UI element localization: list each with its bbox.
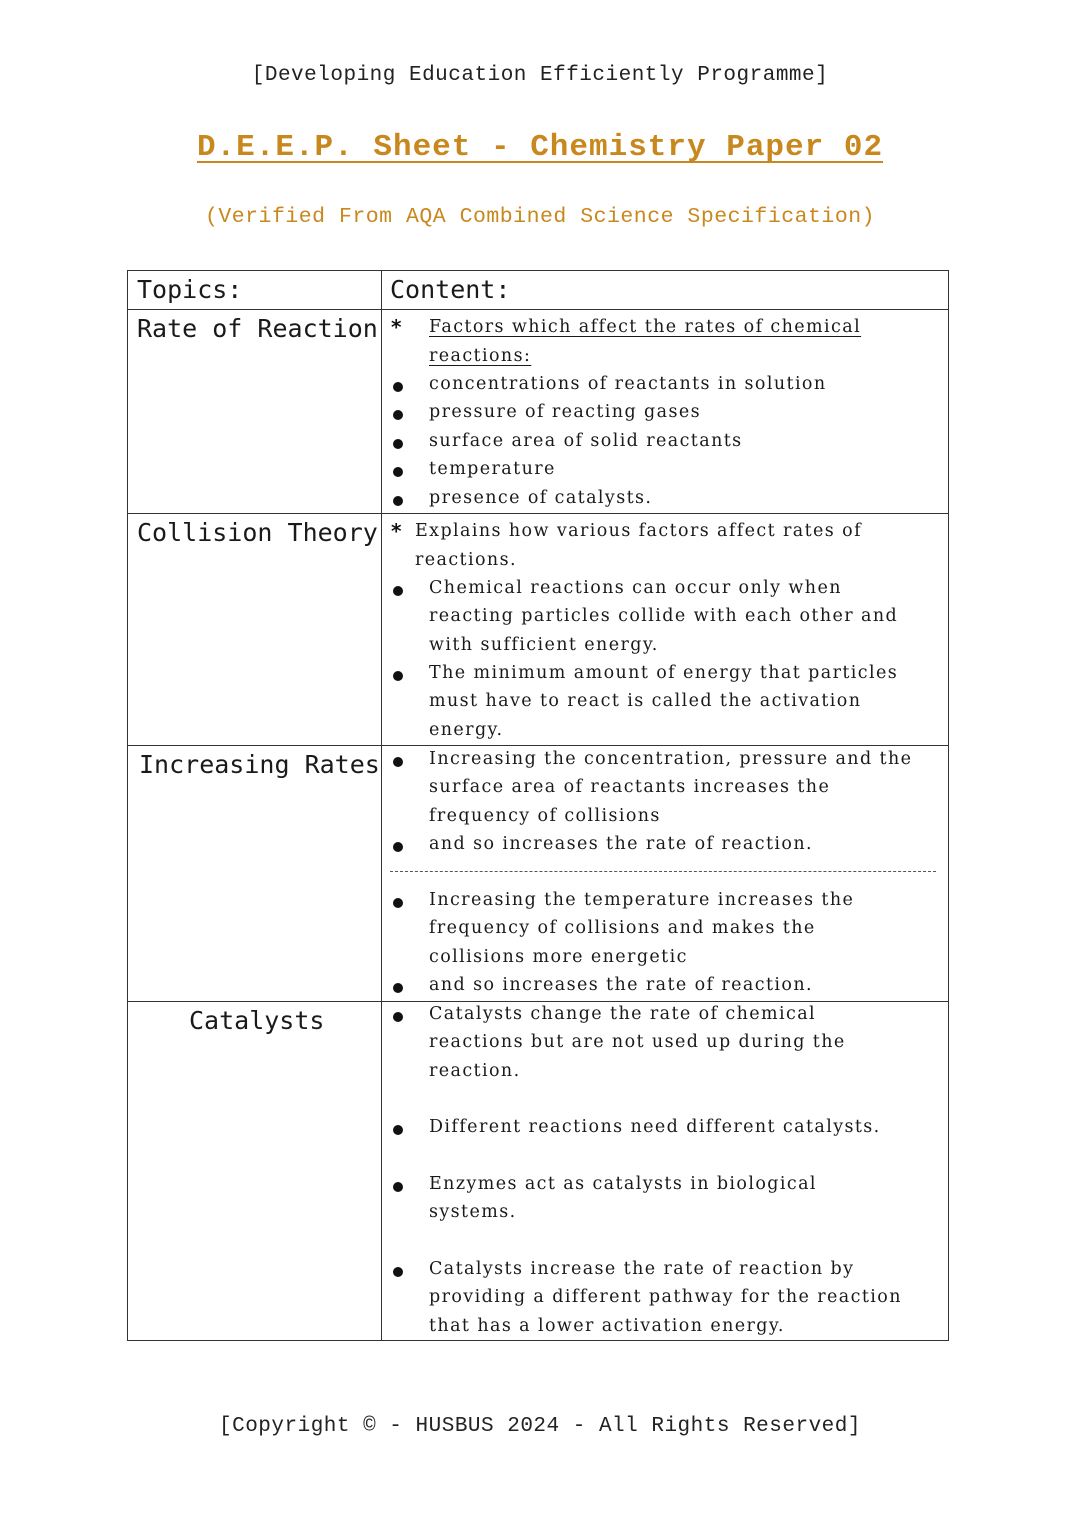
topics-header: Topics: [137, 275, 243, 304]
bullet-text: that has a lower activation energy. [429, 1315, 785, 1336]
bullet-icon [393, 1125, 403, 1135]
programme-header: [Developing Education Efficiently Programme] [251, 64, 829, 87]
bullet-text: collisions more energetic [429, 946, 688, 967]
bullet-icon [393, 842, 403, 852]
bullet-icon [393, 410, 403, 420]
bullet-text: providing a different pathway for the reaction [429, 1287, 902, 1308]
bullet-text: systems. [429, 1202, 517, 1223]
bullet-text: Chemical reactions can occur only when [429, 578, 842, 598]
row-divider [128, 513, 948, 514]
bullet-text: presence of catalysts. [429, 487, 653, 508]
bullet-text: reaction. [429, 1060, 521, 1081]
bullet-text: and so increases the rate of reaction. [429, 834, 813, 854]
bullet-text: energy. [429, 719, 504, 740]
section-heading: Explains how various factors affect rates of [415, 521, 862, 541]
asterisk-icon: * [391, 315, 402, 339]
bullet-icon [393, 983, 403, 993]
bullet-icon [393, 671, 403, 681]
section-heading: Factors which affect the rates of chemical [429, 317, 862, 337]
row-divider [128, 1001, 948, 1002]
bullet-icon [393, 496, 403, 506]
bullet-text: must have to react is called the activation [429, 691, 862, 712]
bullet-icon [393, 382, 403, 392]
topics-table [127, 270, 949, 1341]
section-heading: reactions: [429, 346, 532, 366]
bullet-text: Catalysts change the rate of chemical [429, 1004, 817, 1024]
bullet-text: temperature [429, 459, 556, 480]
topic-increasing-rates: Increasing Rates [139, 750, 380, 779]
bullet-icon [393, 757, 403, 767]
bullet-icon [393, 1267, 403, 1277]
sheet-title [0, 130, 1080, 165]
dashed-separator [390, 871, 936, 872]
bullet-text: frequency of collisions [429, 805, 661, 826]
asterisk-icon: * [391, 519, 402, 543]
bullet-text: Catalysts increase the rate of reaction by [429, 1259, 855, 1279]
header-row-divider [128, 309, 948, 310]
bullet-icon [393, 467, 403, 477]
column-divider [381, 271, 382, 1340]
bullet-icon [393, 1182, 403, 1192]
topic-catalysts: Catalysts [189, 1006, 325, 1035]
bullet-icon [393, 1012, 403, 1022]
sheet-title-text: D.E.E.P. Sheet - Chemistry Paper 02 [196, 130, 884, 165]
verification-note: (Verified From AQA Combined Science Specification) [204, 205, 876, 229]
bullet-text: with sufficient energy. [429, 634, 659, 655]
bullet-text: reactions but are not used up during the [429, 1032, 846, 1053]
bullet-text: Enzymes act as catalysts in biological [429, 1174, 817, 1194]
row-divider [128, 745, 948, 746]
bullet-text: concentrations of reactants in solution [429, 374, 827, 394]
bullet-text: pressure of reacting gases [429, 402, 701, 423]
bullet-text: Increasing the concentration, pressure and the [429, 749, 913, 769]
copyright-footer: [Copyright © - HUSBUS 2024 - All Rights Reserved] [218, 1415, 861, 1438]
bullet-icon [393, 898, 403, 908]
bullet-text: reacting particles collide with each other and [429, 606, 899, 627]
content-header: Content: [390, 275, 511, 304]
topic-rate-of-reaction: Rate of Reaction [137, 314, 378, 343]
bullet-text: and so increases the rate of reaction. [429, 975, 813, 995]
bullet-text: frequency of collisions and makes the [429, 918, 816, 939]
section-heading: reactions. [415, 550, 517, 570]
bullet-text: Increasing the temperature increases the [429, 890, 855, 910]
topic-collision-theory: Collision Theory [137, 518, 378, 547]
bullet-text: surface area of solid reactants [429, 430, 743, 451]
bullet-icon [393, 586, 403, 596]
bullet-text: Different reactions need different catalysts. [429, 1117, 881, 1137]
bullet-text: The minimum amount of energy that particles [429, 663, 899, 683]
bullet-text: surface area of reactants increases the [429, 777, 831, 798]
bullet-icon [393, 439, 403, 449]
